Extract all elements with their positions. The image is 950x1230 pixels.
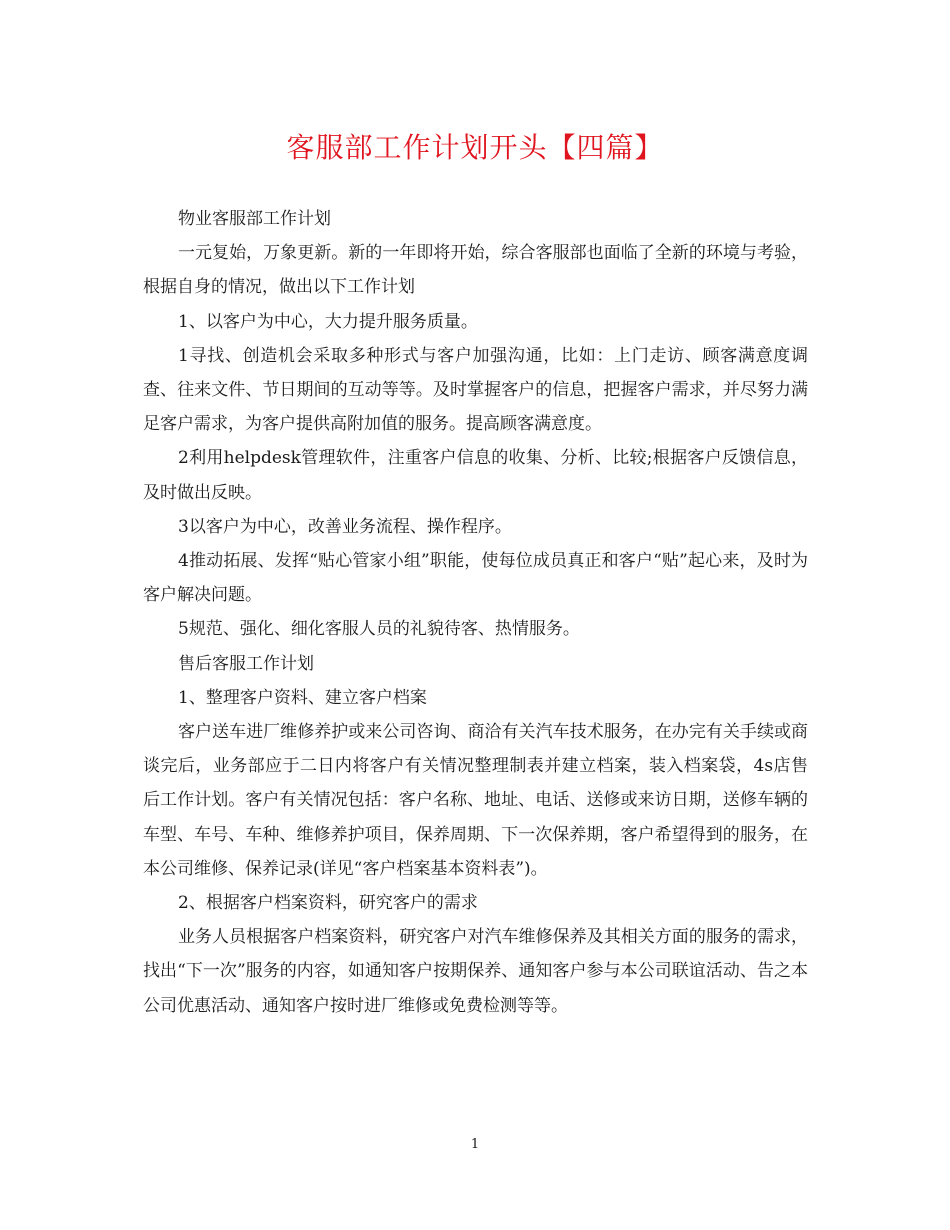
item-research-needs: 2、根据客户档案资料，研究客户的需求 xyxy=(178,893,478,914)
document-body xyxy=(143,202,808,1023)
document-title: 客服部工作计划开头【四篇】 xyxy=(286,131,664,164)
item-process: 3以客户为中心，改善业务流程、操作程序。 xyxy=(178,516,512,537)
section-heading-property: 物业客服部工作计划 xyxy=(178,209,331,229)
section-heading-aftersales: 售后客服工作计划 xyxy=(178,653,314,674)
item-communication: 1寻找、创造机会采取多种形式与客户加强沟通，比如：上门走访、顾客满意度调查、往来文件、节日期间的互动等等。及时掌握客户的信息，把握客户需求，并尽努力满足客户需求，为客户提供高附加值的服务。提高顾客满意度。 xyxy=(143,345,808,435)
item-customer-centered: 1、以客户为中心，大力提升服务质量。 xyxy=(178,311,478,332)
item-helpdesk: 2利用helpdesk管理软件，注重客户信息的收集、分析、比较;根据客户反馈信息，及时做出反映。 xyxy=(143,448,808,503)
item-butler-group: 4推动拓展、发挥“贴心管家小组”职能，使每位成员真正和客户“贴”起心来，及时为客户解决问题。 xyxy=(143,551,808,606)
records-paragraph: 客户送车进厂维修养护或来公司咨询、商洽有关汽车技术服务，在办完有关手续或商谈完后，业务部应于二日内将客户有关情况整理制表并建立档案，装入档案袋，4s店售后工作计划。客户有关情况包括：客户名称、地址、电话、送修或来访日期，送修车辆的车型、车号、车种、维修养护项目，保养周期、下一次保养期，客户希望得到的服务，在本公司维修、保养记录(详见“客户档案基本资料表”)。 xyxy=(143,722,808,879)
needs-paragraph: 业务人员根据客户档案资料，研究客户对汽车维修保养及其相关方面的服务的需求，找出“下一次”服务的内容，如通知客户按期保养、通知客户参与本公司联谊活动、告之本公司优惠活动、通知客户按时进厂维修或免费检测等等。 xyxy=(143,927,808,1016)
item-customer-records: 1、整理客户资料、建立客户档案 xyxy=(178,687,427,708)
page-number: 1 xyxy=(470,1137,480,1152)
item-courtesy: 5规范、强化、细化客服人员的礼貌待客、热情服务。 xyxy=(178,619,580,640)
intro-paragraph: 一元复始，万象更新。新的一年即将开始，综合客服部也面临了全新的环境与考验，根据自身的情况，做出以下工作计划 xyxy=(143,243,808,298)
